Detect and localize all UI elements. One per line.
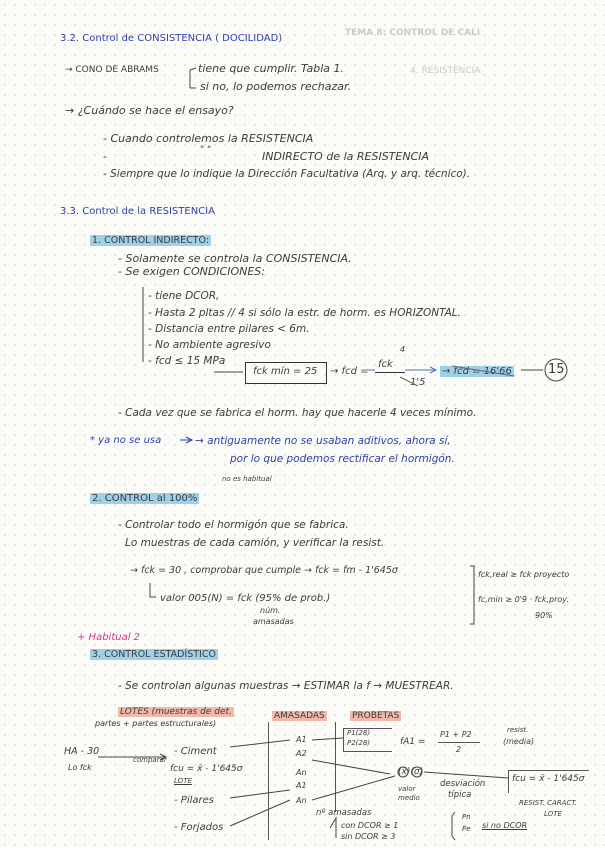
control100-small: no es habitual [222, 475, 272, 483]
sin-dcor: sin DCOR ≥ 3 [341, 832, 396, 841]
fck-min-text: fck mín = 25 [253, 366, 318, 377]
desviacion: desviación [440, 779, 486, 789]
fcd-eq: → fcd = [330, 366, 369, 377]
ensayo-question: → ¿Cuándo se hace el ensayo? [65, 104, 234, 117]
estadistico-a: - Se controlan algunas muestras → ESTIMAR la f → MUESTREAR. [118, 680, 454, 692]
indirecto-note: - Cada vez que se fabrica el horm. hay que hacerle 4 veces mínimo. [118, 407, 477, 419]
c100-r2: fc,min ≥ 0'9 · fck,proy. [478, 595, 569, 604]
amasada-a2: A2 [296, 749, 307, 758]
xbar-sigma: (x̄)(σ) [398, 767, 424, 777]
c100-e: núm. [260, 606, 281, 615]
tipica: típica [448, 790, 472, 800]
control-indirecto-text: 1. CONTROL INDIRECTO: [92, 235, 210, 246]
fcd-den: 1'5 [410, 377, 426, 388]
c100-c: → fck = 30 , comprobar que cumple → fck = fm - 1'645σ [130, 565, 398, 576]
c100-b: Lo muestras de cada camión, y verificar la resist. [125, 537, 385, 549]
pn: Pn [462, 813, 471, 821]
comparar: comparar [133, 756, 167, 764]
lote-cim: - Ciment [174, 746, 217, 757]
c100-r1: fck,real ≥ fck proyecto [478, 570, 570, 579]
cond-5: - fcd ≤ 15 MPa [148, 355, 226, 367]
cond-1: - tiene DCOR, [148, 290, 220, 302]
lote-label: LOTE [174, 777, 192, 785]
lotes-title-text: LOTES (muestras de det. [120, 707, 232, 717]
lote-pil: - Pilares [174, 795, 214, 806]
lo-fck: Lo fck [68, 763, 92, 772]
fa1-lhs: fA1 = [400, 737, 426, 747]
bullet-2-text: INDIRECTO de la RESISTENCIA [262, 150, 430, 163]
cono-label: → CONO DE ABRAMS [65, 65, 159, 75]
si-no-dcor: si no DCOR [482, 821, 528, 830]
fa1-num: P1 + P2 [440, 730, 472, 739]
amasada-a1b: A1 [296, 781, 307, 790]
fa1-note-2: (media) [503, 737, 535, 746]
probeta-p1: P1(28) [347, 729, 371, 737]
c100-f: amasadas [253, 617, 294, 626]
c100-r3: 90% [535, 611, 553, 620]
cono-line-1: tiene que cumplir. Tabla 1. [198, 62, 345, 75]
fcd-sup: 4 [400, 345, 406, 354]
indirecto-b: - Se exigen CONDICIONES: [118, 265, 265, 278]
c100-d: valor 005(N) = fck (95% de prob.) [160, 593, 331, 604]
fcu-left: fcu = x̄ - 1'645σ [170, 764, 243, 774]
resist-lote-1: RESIST. CARACT. [519, 799, 578, 807]
cono-line-2: si no, lo podemos rechazar. [200, 80, 351, 93]
fa1-den: 2 [456, 745, 462, 754]
ha-30: HA - 30 [64, 746, 100, 757]
amasada-anb: An [296, 796, 307, 805]
star-note-1: * ya no se usa [90, 435, 162, 446]
section-heading-consistencia: 3.2. Control de CONSISTENCIA ( DOCILIDAD) [60, 33, 283, 44]
amasadas-title-text: AMASADAS [274, 711, 325, 721]
medio: medio [398, 794, 420, 802]
habitual-note: + Habitual 2 [77, 632, 141, 643]
bleed-item: 4. RESISTENCIA [410, 66, 481, 76]
bullet-1: - Cuando controlemos la RESISTENCIA [103, 132, 314, 145]
amasada-a1: A1 [296, 735, 307, 744]
section-heading-resistencia: 3.3. Control de la RESISTENCIA [60, 206, 215, 217]
con-dcor: con DCOR ≥ 1 [341, 821, 399, 830]
bullet-2-dash: - [103, 150, 107, 163]
probeta-p2: P2(28) [347, 739, 371, 747]
valor: valor [398, 785, 416, 793]
star-note-2: → antiguamente no se usaban aditivos, ahora sí, [195, 435, 451, 447]
fcu-right: fcu = x̄ - 1'645σ [512, 774, 585, 784]
control-100-text: 2. CONTROL al 100% [92, 493, 198, 504]
bullet-3: - Siempre que lo indique la Dirección Facultativa (Arq. y arq. técnico). [103, 168, 471, 180]
control-estadistico-text: 3. CONTROL ESTADÍSTICO [92, 649, 216, 660]
fcd-result-text: → fcd = 16'66 [442, 366, 512, 377]
lotes-sub: partes + partes estructurales) [95, 719, 217, 728]
c100-a: - Controlar todo el hormigón que se fabrica. [118, 519, 349, 531]
cond-2: - Hasta 2 pltas // 4 si sólo la estr. de horm. es HORIZONTAL. [148, 307, 461, 319]
probetas-title-text: PROBETAS [352, 711, 400, 721]
star-note-3: por lo que podemos rectificar el hormigón. [230, 453, 455, 465]
amasada-an: An [296, 768, 307, 777]
pe: Pe [462, 825, 471, 833]
fa1-note-1: resist. [507, 726, 529, 734]
fifteen-circled: 15 [548, 362, 565, 377]
bleed-title: TEMA 8: CONTROL DE CALI [345, 28, 481, 38]
indirecto-a: - Solamente se controla la CONSISTENCIA. [118, 252, 352, 265]
lote-forj: - Forjados [174, 822, 224, 833]
cond-4: - No ambiente agresivo [148, 339, 271, 351]
n-amasadas: nº amasadas [316, 808, 372, 818]
bullet-2-ditto: " " [200, 145, 212, 155]
fcd-num: fck [378, 359, 393, 370]
resist-lote-2: LOTE [544, 810, 562, 818]
cond-3: - Distancia entre pilares < 6m. [148, 323, 310, 335]
